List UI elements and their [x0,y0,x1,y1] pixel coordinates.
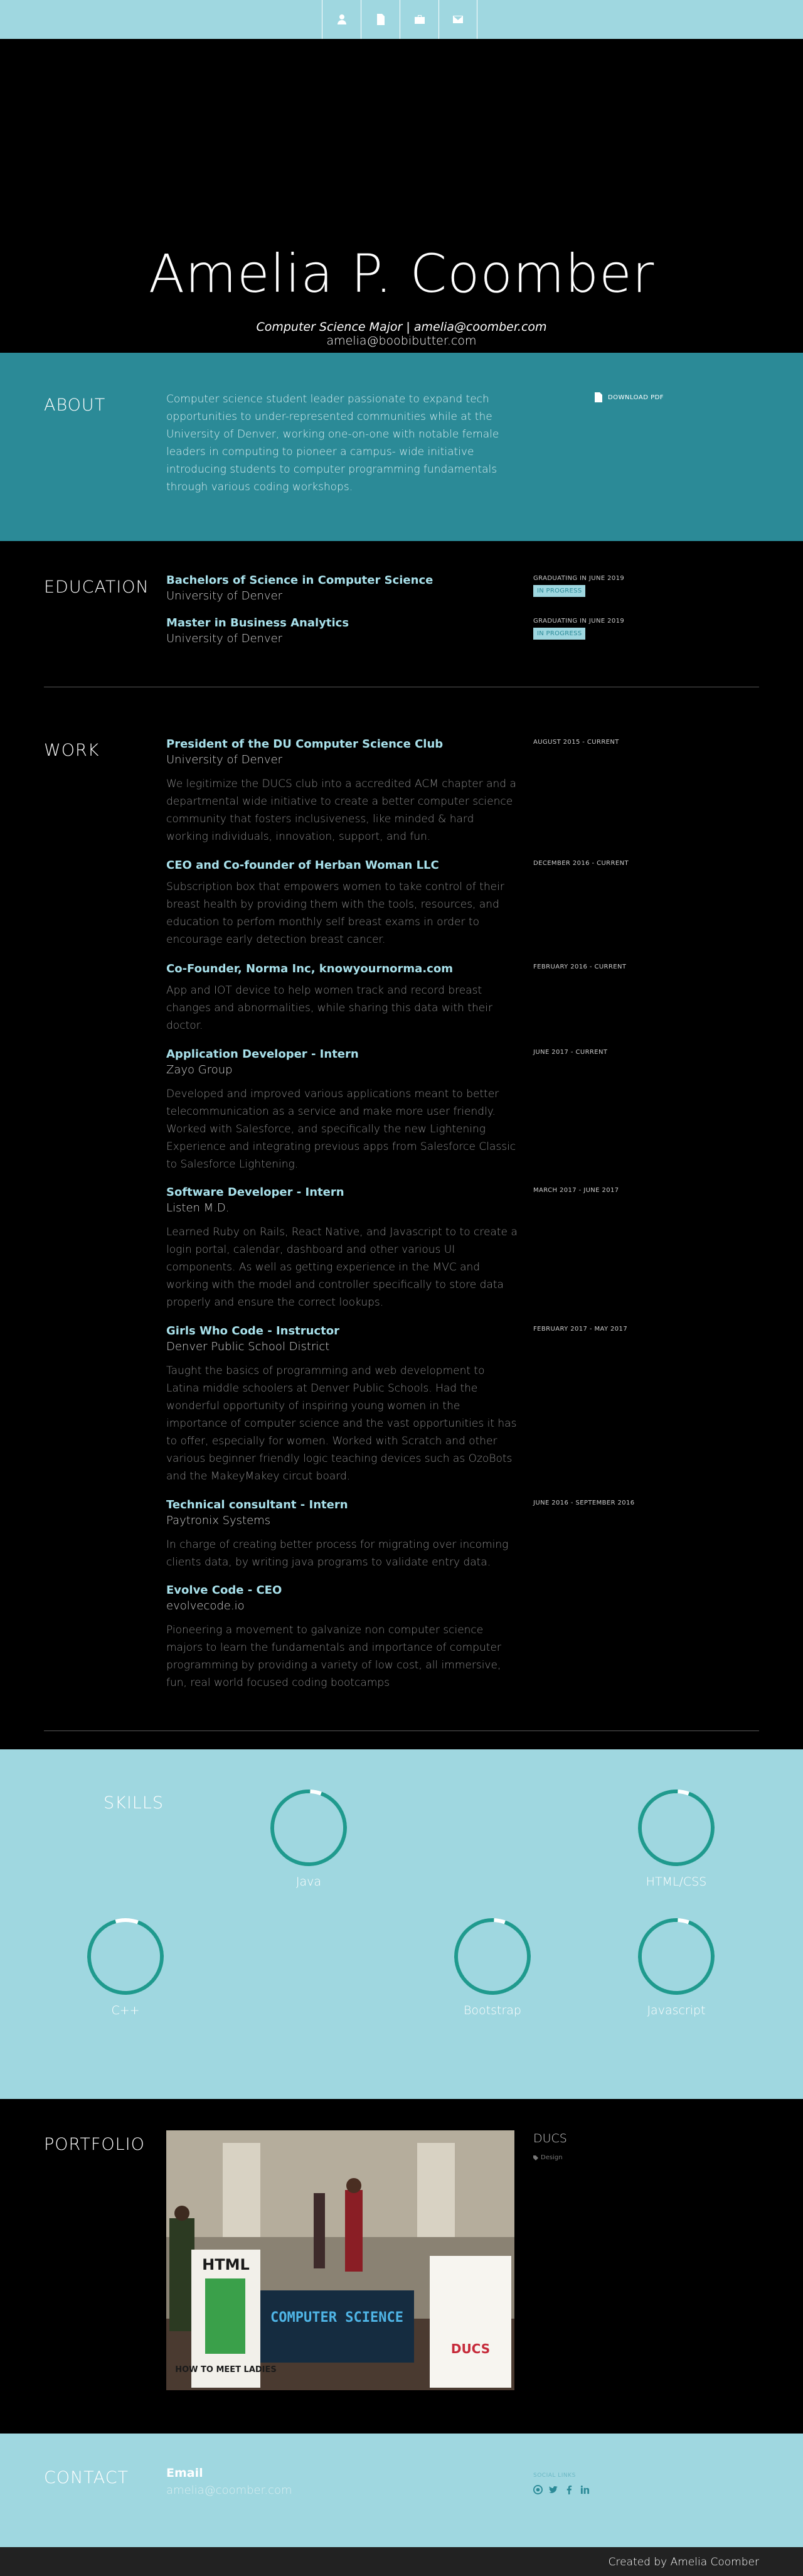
skill-label: Java [295,1875,322,1889]
skill-item [452,1916,533,2017]
job-title: Technical consultant - Intern [166,1498,348,1511]
job-title: Software Developer - Intern [166,1186,344,1199]
job-item [166,1584,518,1692]
file-icon [594,392,603,402]
portfolio-title: PORTFOLIO [44,2135,145,2154]
portfolio-tag-label: Design [541,2154,563,2161]
contact-section [0,2434,803,2547]
photo-banner-text: COMPUTER SCIENCE [270,2310,403,2326]
document-icon [375,13,387,26]
skill-progress-ring [635,1787,717,1869]
status-badge: IN PROGRESS [533,585,585,597]
github-icon[interactable] [533,2485,543,2494]
skill-ring-fill [85,1916,166,1997]
graduation-date: GRADUATING IN JUNE 2019 [533,575,625,582]
user-icon [336,13,348,26]
job-description: Subscription box that empowers women to take control of their breast health by providing them with the tools, resources, and education to perfom monthly self breast exams in order to encourage early detection breast cancer. [166,881,504,946]
skill-label: C++ [111,2004,140,2017]
job-item [166,1048,518,1173]
nav-contact-button[interactable] [439,0,477,39]
photo-sign-text-3: DUCS [450,2341,491,2356]
job-title: Co-Founder, Norma Inc, knowyournorma.com [166,962,453,975]
school-name: University of Denver [166,632,283,645]
job-date: MARCH 2017 - JUNE 2017 [533,1187,619,1194]
about-text: Computer science student leader passionate to expand tech opportunities to under-represented communities while at the University of Denver, working one-on-one with notable female leaders in computing to pioneer a campus- wide initiative introducing students to computer programming fundamentals through various coding workshops. [166,393,499,493]
download-pdf-label: DOWNLOAD PDF [608,394,664,401]
job-item [166,859,518,948]
skill-progress-ring [268,1787,349,1869]
twitter-icon[interactable] [549,2485,558,2494]
social-links-label: SOCIAL LINKS [533,2472,576,2479]
skill-ring-fill [452,1916,533,1997]
skill-progress-ring [452,1916,533,1997]
job-title: CEO and Co-founder of Herban Woman LLC [166,859,439,872]
skill-item [85,1916,166,2017]
job-description: In charge of creating better process for migrating over incoming clients data, by writing java programs to validate entry data. [166,1538,509,1569]
job-title: Application Developer - Intern [166,1048,359,1061]
skill-label: Javascript [647,2004,706,2017]
email-label: Email [166,2466,203,2480]
degree-title: Bachelors of Science in Computer Science [166,574,433,587]
job-item [166,1186,518,1311]
job-org: Zayo Group [166,1063,233,1076]
skill-progress-ring [85,1916,166,1997]
job-description: Taught the basics of programming and web development to Latina middle schoolers at Denver Public Schools. Had the wonderful opportunity of inspiring young women in the importance of computer science and the vast opportunities it has to offer, especially for women. Worked with Scratch and other various beginner friendly logic teaching devices such as OzoBots and the MakeyMakey circut board. [166,1365,517,1483]
skill-item [635,1916,717,2017]
job-description: Learned Ruby on Rails, React Native, and Javascript to to create a login portal, calendar, dashboard and other various UI components. As well as getting experience in the MVC and working with the model and controller specifically to store data properly and ensure the correct lookups. [166,1226,518,1309]
work-title: WORK [44,741,100,760]
education-section [0,541,803,687]
about-title: ABOUT [44,395,106,415]
status-badge: IN PROGRESS [533,628,585,640]
social-links [533,2485,590,2494]
skill-item [635,1787,717,1889]
portfolio-photo[interactable] [166,2130,514,2390]
portfolio-item-title[interactable]: DUCS [533,2132,567,2145]
job-date: AUGUST 2015 - CURRENT [533,739,619,746]
job-date: FEBRUARY 2016 - CURRENT [533,963,627,970]
skill-label: HTML/CSS [646,1875,707,1889]
job-item [166,738,518,845]
job-org: Listen M.D. [166,1201,230,1215]
job-title: President of the DU Computer Science Club [166,738,444,751]
portfolio-section [0,2099,803,2434]
footer [0,2547,803,2576]
about-section [0,353,803,541]
job-date: DECEMBER 2016 - CURRENT [533,860,629,867]
skill-label: Bootstrap [463,2004,521,2017]
job-date: JUNE 2017 - CURRENT [533,1049,608,1056]
job-date: JUNE 2016 - SEPTEMBER 2016 [533,1500,635,1506]
skills-section [0,1749,803,2099]
photo-sign-text: HTML [202,2256,250,2273]
job-org: Denver Public School District [166,1340,330,1353]
job-title: Evolve Code - CEO [166,1584,282,1597]
contact-title: CONTACT [44,2468,129,2487]
nav-work-button[interactable] [400,0,439,39]
email-link[interactable]: amelia@coomber.com [166,2484,292,2497]
skill-ring-fill [268,1787,349,1869]
top-nav [0,0,803,39]
hero-section [0,39,803,353]
skill-ring-fill [635,1916,717,1997]
skill-item [268,1787,349,1889]
job-description: We legitimize the DUCS club into a accredited ACM chapter and a departmental wide initiative to create a better computer science community that fosters inclusiveness, like minded & hard working individuals, innovation, support, and fun. [166,778,516,843]
job-item [166,1498,518,1571]
mail-icon [452,13,464,26]
nav-about-button[interactable] [322,0,361,39]
nav-education-button[interactable] [361,0,400,39]
nav-icon-group [322,0,477,39]
hero-name: Amelia P. Coomber [148,243,655,304]
job-item [166,1324,518,1485]
tag-icon [533,2155,538,2160]
education-title: EDUCATION [44,577,149,597]
work-section [0,687,803,1749]
job-date: FEBRUARY 2017 - MAY 2017 [533,1326,628,1333]
job-item [166,962,518,1034]
degree-title: Master in Business Analytics [166,616,349,630]
footer-credit: Created by Amelia Coomber [608,2556,759,2568]
briefcase-icon [413,13,426,26]
job-title: Girls Who Code - Instructor [166,1324,339,1338]
portfolio-item-tag [533,2154,563,2161]
skills-title: SKILLS [104,1793,164,1813]
education-item [166,616,706,645]
job-description: Developed and improved various applications meant to better telecommunication as a service and make more user friendly. Worked with Salesforce, and specifically the new Lightening Experience and integrating previous apps from Salesforce Classic to Salesforce Lightening. [166,1088,516,1171]
portfolio-photo-illustration [166,2130,514,2390]
school-name: University of Denver [166,589,283,603]
graduation-date: GRADUATING IN JUNE 2019 [533,618,625,625]
linkedin-icon[interactable] [580,2485,590,2494]
hero-email: amelia@boobibutter.com [326,334,477,348]
skill-ring-fill [635,1787,717,1869]
education-item [166,574,706,603]
job-description: App and IOT device to help women track and record breast changes and abnormalities, while sharing this data with their doctor. [166,984,492,1032]
skill-progress-ring [635,1916,717,1997]
job-description: Pioneering a movement to galvanize non computer science majors to learn the fundamentals and importance of computer programming by providing a variety of low cost, all immersive, fun, real world focused coding bootcamps [166,1624,501,1689]
job-org: Paytronix Systems [166,1514,271,1527]
download-pdf-button[interactable] [594,392,664,402]
hero-subtitle: Computer Science Major | amelia@coomber.com [256,320,547,334]
job-org: University of Denver [166,753,283,766]
job-org: evolvecode.io [166,1599,245,1613]
facebook-icon[interactable] [565,2485,574,2494]
photo-sign-text-2: HOW TO MEET LADIES [175,2365,277,2375]
